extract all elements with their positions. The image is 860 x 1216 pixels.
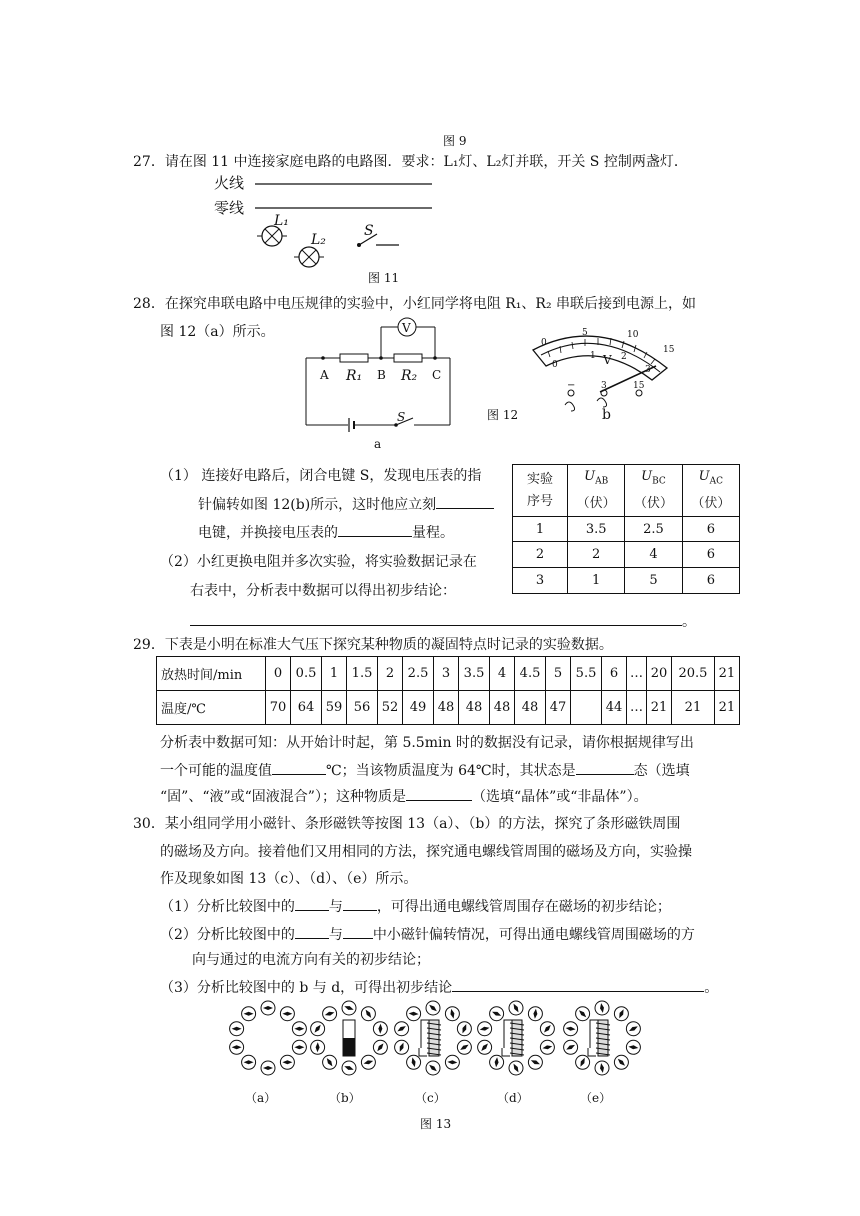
compass-needle [445, 1007, 459, 1021]
meter-v-label: V [603, 353, 612, 367]
compass-needle [576, 1055, 590, 1069]
fig-b-label: b [602, 407, 611, 423]
compass-needle [457, 1040, 471, 1054]
table-cell: 5.5 [571, 657, 602, 691]
table-header-trial: 实验 序号 [513, 465, 568, 517]
table-cell: 4 [490, 657, 515, 691]
r1-label: R₁ [346, 368, 363, 384]
table-cell: 21 [647, 691, 672, 725]
table-cell: 2 [513, 542, 568, 568]
compass-needle [490, 1007, 504, 1021]
voltmeter-v-label: V [402, 321, 411, 335]
compass-needle [564, 1022, 578, 1036]
compass-needle [292, 1040, 306, 1054]
terminal-3: 3 [601, 381, 607, 391]
table-header-uac: $U_{AC}$ （伏） [682, 465, 739, 517]
scale-bottom-1: 1 [590, 351, 596, 361]
solenoid [588, 1020, 610, 1056]
compass-needle [426, 1001, 440, 1015]
fig13-label-b: （b） [329, 1091, 361, 1105]
switch-s-label: S [397, 410, 406, 424]
compass-needle [342, 1061, 356, 1075]
compass-needle [373, 1022, 387, 1036]
compass-needle [595, 1061, 609, 1075]
compass-needle [407, 1055, 421, 1069]
fig-a-label: a [374, 437, 382, 451]
table-cell: 1 [513, 517, 568, 542]
table-cell: 52 [378, 691, 403, 725]
table-header-uab: $U_{AB}$ （伏） [568, 465, 625, 517]
compass-needle [395, 1040, 409, 1054]
q28-conclusion-line: 。 [190, 611, 696, 632]
table-cell: 0.5 [291, 657, 322, 691]
q28-line1: 28．在探究串联电路中电压规律的实验中，小红同学将电阻 R₁、R₂ 串联后接到电源上，如 [133, 296, 697, 312]
scale-bottom-2: 2 [621, 352, 627, 362]
q30-p3: （3）分析比较图中的 b 与 d，可得出初步结论 。 [160, 977, 718, 998]
row-label-temp: 温度/℃ [157, 691, 266, 725]
fig11-caption: 图 11 [368, 271, 400, 285]
compass-needle [457, 1022, 471, 1036]
compass-needle [292, 1022, 306, 1036]
table-cell: 0 [266, 657, 291, 691]
compass-needle [261, 1001, 275, 1015]
compass-needle [373, 1040, 387, 1054]
compass-needle [242, 1055, 256, 1069]
compass-needle [323, 1007, 337, 1021]
table-cell: 70 [266, 691, 291, 725]
compass-needle [311, 1022, 325, 1036]
q28-p2-line1: （2）小红更换电阻并多次实验，将实验数据记录在 [160, 554, 477, 570]
compass-needle [509, 1001, 523, 1015]
r2-label: R₂ [401, 368, 418, 384]
compass-needle [509, 1061, 523, 1075]
l1-label: L₁ [274, 213, 289, 229]
table-cell: 2 [378, 657, 403, 691]
table-cell: … [627, 657, 647, 691]
scale-bottom-0: 0 [552, 360, 558, 370]
compass-needle [407, 1007, 421, 1021]
table-header-ubc: $U_{BC}$ （伏） [625, 465, 682, 517]
table-cell: 21 [714, 657, 739, 691]
compass-needle [361, 1055, 375, 1069]
fig9-caption: 图 9 [443, 134, 467, 148]
table-cell: 2.5 [403, 657, 434, 691]
compass-needle [242, 1007, 256, 1021]
fig13-label-a: （a） [245, 1091, 277, 1105]
compass-needle [595, 1001, 609, 1015]
table-cell: 3 [513, 568, 568, 594]
compass-needle [490, 1055, 504, 1069]
point-b-label: B [377, 368, 386, 382]
table-cell: 3 [434, 657, 459, 691]
terminal-minus: − [567, 380, 576, 391]
table-cell: 4.5 [515, 657, 546, 691]
compass-needle [614, 1055, 628, 1069]
compass-needle [230, 1040, 244, 1054]
table-cell: 44 [602, 691, 627, 725]
table-cell: 3.5 [459, 657, 490, 691]
table-cell: 5 [546, 657, 571, 691]
table-cell: 48 [434, 691, 459, 725]
scale-bottom-3: 3 [645, 365, 651, 375]
switch-label: S [364, 223, 374, 239]
q30-line3: 作及现象如图 13（c）、（d）、（e）所示。 [160, 871, 418, 887]
scale-top-10: 10 [627, 330, 639, 340]
compass-needle [311, 1040, 325, 1054]
table-cell: 59 [322, 691, 347, 725]
compass-needle [445, 1055, 459, 1069]
bar-magnet-pole [343, 1038, 355, 1056]
compass-needle [395, 1022, 409, 1036]
table-cell: 2 [568, 542, 625, 568]
table-cell: 5 [625, 568, 682, 594]
q29-intro: 29．下表是小明在标准大气压下探究某种物质的凝固特点时记录的实验数据。 [133, 637, 613, 653]
table-cell: 48 [490, 691, 515, 725]
table-cell: 48 [515, 691, 546, 725]
compass-needle [528, 1007, 542, 1021]
compass-needle [528, 1055, 542, 1069]
q29-analysis-line1: 分析表中数据可知：从开始计时起，第 5.5min 时的数据没有记录，请你根据规律写出 [160, 735, 694, 751]
table-cell: 20 [647, 657, 672, 691]
q30-line1: 30．某小组同学用小磁针、条形磁铁等按图 13（a）、（b）的方法，探究了条形磁铁周围 [133, 816, 681, 832]
table-cell: 6 [682, 542, 739, 568]
compass-needle [280, 1055, 294, 1069]
fig13-label-d: （d） [497, 1091, 529, 1105]
table-cell: 1 [568, 568, 625, 594]
compass-needle [576, 1007, 590, 1021]
table-cell: 6 [682, 568, 739, 594]
terminal-15: 15 [633, 381, 645, 391]
neutral-wire-label: 零线 [214, 199, 245, 217]
q28-p2-line2: 右表中，分析表中数据可以得出初步结论： [190, 583, 456, 599]
compass-needle [323, 1055, 337, 1069]
compass-needle [626, 1040, 640, 1054]
row-label-time: 放热时间/min [157, 657, 266, 691]
q28-p1-line3: 电键，并换接电压表的 量程。 [198, 522, 454, 543]
q27-text: 27．请在图 11 中连接家庭电路的电路图．要求：L₁灯、L₂灯并联，开关 S 控制两盏灯． [133, 154, 688, 170]
compass-needle [540, 1022, 554, 1036]
solenoid [502, 1020, 524, 1056]
table-cell: … [627, 691, 647, 725]
table-cell: 1.5 [347, 657, 378, 691]
point-c-label: C [432, 368, 442, 382]
compass-needle [426, 1061, 440, 1075]
compass-needle [342, 1001, 356, 1015]
point-a-label: A [320, 368, 329, 382]
compass-needle [614, 1007, 628, 1021]
table-cell: 64 [291, 691, 322, 725]
compass-needle [540, 1040, 554, 1054]
compass-needle [564, 1040, 578, 1054]
q29-analysis-line3: “固”、“液”或“固液混合”）；这种物质是 （选填“晶体”或“非晶体”）。 [160, 786, 648, 807]
table-cell: 48 [459, 691, 490, 725]
q30-p1: （1）分析比较图中的 与 ，可得出通电螺线管周围存在磁场的初步结论； [160, 896, 671, 917]
q30-line2: 的磁场及方向。接着他们又用相同的方法，探究通电螺线管周围的磁场及方向，实验操 [160, 844, 692, 860]
scale-top-0: 0 [541, 338, 547, 348]
table-cell: 21 [714, 691, 739, 725]
table-cell: 3.5 [568, 517, 625, 542]
solenoid [419, 1020, 441, 1056]
compass-needle [230, 1022, 244, 1036]
live-wire-label: 火线 [214, 174, 245, 192]
scale-top-5: 5 [582, 328, 588, 338]
compass-needle [361, 1007, 375, 1021]
compass-needle [478, 1022, 492, 1036]
table-cell: 1 [322, 657, 347, 691]
fig13-label-e: （e） [580, 1091, 612, 1105]
table-cell: 20.5 [672, 657, 715, 691]
fig12-caption: 图 12 [487, 408, 519, 422]
table-cell: 21 [672, 691, 715, 725]
compass-needle [478, 1040, 492, 1054]
q30-p2-cont: 向与通过的电流方向有关的初步结论； [192, 952, 430, 968]
table-cell: 2.5 [625, 517, 682, 542]
q29-analysis-line2: 一个可能的温度值 ℃；当该物质温度为 64℃时，其状态是 态（选填 [160, 760, 690, 781]
compass-needle [626, 1022, 640, 1036]
fig13-label-c: （c） [415, 1091, 446, 1105]
compass-needle [280, 1007, 294, 1021]
fig13-caption: 图 13 [420, 1117, 452, 1131]
table-cell: 6 [602, 657, 627, 691]
q30-p2: （2）分析比较图中的 与 中小磁针偏转情况，可得出通电螺线管周围磁场的方 [160, 924, 695, 945]
l2-label: L₂ [311, 232, 326, 248]
table-cell: 47 [546, 691, 571, 725]
q28-line2: 图 12（a）所示。 [160, 324, 275, 340]
compass-needle [261, 1061, 275, 1075]
table-cell: 4 [625, 542, 682, 568]
q28-p1-line1: （1） 连接好电路后，闭合电键 S，发现电压表的指 [160, 468, 482, 484]
table-cell: 6 [682, 517, 739, 542]
table-cell: 49 [403, 691, 434, 725]
scale-top-15: 15 [663, 345, 675, 355]
table-cell: 56 [347, 691, 378, 725]
q28-p1-line2: 针偏转如图 12(b)所示，这时他应立刻 [198, 494, 494, 515]
